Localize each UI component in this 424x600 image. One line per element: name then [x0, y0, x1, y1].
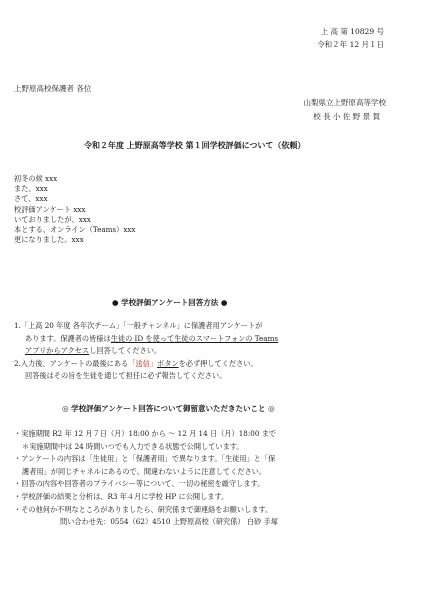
method-heading: ● 学校評価アンケート回答方法 ●: [112, 298, 228, 307]
method-item-1-line1: 1.「上高 20 年度 各年次チーム」「一般チャンネル」に保護者用アンケートが: [14, 321, 263, 330]
note-period-detail: ＊実施期間中は 24 時間いつでも入力できる状態で公開しています。: [22, 441, 244, 451]
contact-info: 問い合わせ先：0554（62）4510 上野原高校（研究係） 白砂 手塚: [60, 517, 278, 527]
document-date: 令和２年 12 月１日: [317, 40, 384, 49]
notes-heading: ◎ 学校評価アンケート回答について御留意いただきたいこと ◎: [62, 404, 275, 413]
submit-keyword: 「送信」: [128, 358, 158, 368]
note-results: ・学校評価の結果と分析は、R3 年４月に学校 HP に公開します。: [14, 491, 229, 501]
method-list: [14, 320, 410, 383]
intro-paragraph: [14, 174, 410, 245]
document-number: 上 高 第 10829 号: [320, 27, 384, 36]
issuer-school: 山梨県立上野原高等学校: [303, 98, 386, 107]
method-item-2-line1: 2.入力後、アンケートの最後にある「送信」ボタンを必ず押してください。: [14, 358, 258, 368]
method-item-2-line2: 回答後はその旨を生徒を通じて担任に必ず報告してください。: [25, 371, 227, 380]
submit-button-keyword: ボタン: [157, 358, 179, 368]
teams-access-instruction: 生徒の ID を使って生徒のスマートフォンの Teams: [110, 333, 279, 343]
intro-line: 更になりました。xxx: [14, 235, 84, 245]
intro-line: さて、xxx: [14, 194, 48, 204]
note-contact-request: ・その他何か不明なところがありましたら、研究係まで御連絡をお願いします。: [14, 504, 273, 514]
method-item-1-line3: アプリからアクセスし回答してください。: [25, 346, 162, 355]
intro-line: また、xxx: [14, 184, 48, 194]
intro-line: いておりましたが、xxx: [14, 214, 91, 224]
note-content: ・アンケートの内容は「生徒用」と「保護者用」で異なります。「生徒用」と「保: [14, 454, 276, 464]
method-item-1-line2: あります。保護者の皆様は生徒の ID を使って生徒のスマートフォンの Teams: [25, 333, 279, 343]
intro-line: 初冬の候 xxx: [14, 174, 58, 183]
issuer-principal: 校 長 小 佐 野 景 賀: [313, 112, 380, 121]
note-privacy: ・回答の内容や回答者のプライバシー等について、一切の秘密を厳守します。: [14, 479, 265, 489]
intro-line: 校評価アンケート xxx: [14, 204, 86, 214]
document-title: 令和２年度 上野原高等学校 第１回学校評価について（依頼）: [84, 140, 306, 150]
note-content-detail: 護者用」が同じチャネルにあるので、間違わないように注意してください。: [22, 466, 267, 476]
teams-app-access: アプリからアクセス: [25, 346, 90, 355]
note-period: ・実施期間 R2 年 12 月７日（月）18:00 から ～ 12 月 14 日（月）18:00 まで: [14, 429, 277, 438]
notes-list: [14, 428, 410, 529]
recipient: 上野原高校保護者 各位: [14, 84, 92, 93]
intro-line: 本とする、オンライン（Teams）xxx: [14, 225, 136, 235]
